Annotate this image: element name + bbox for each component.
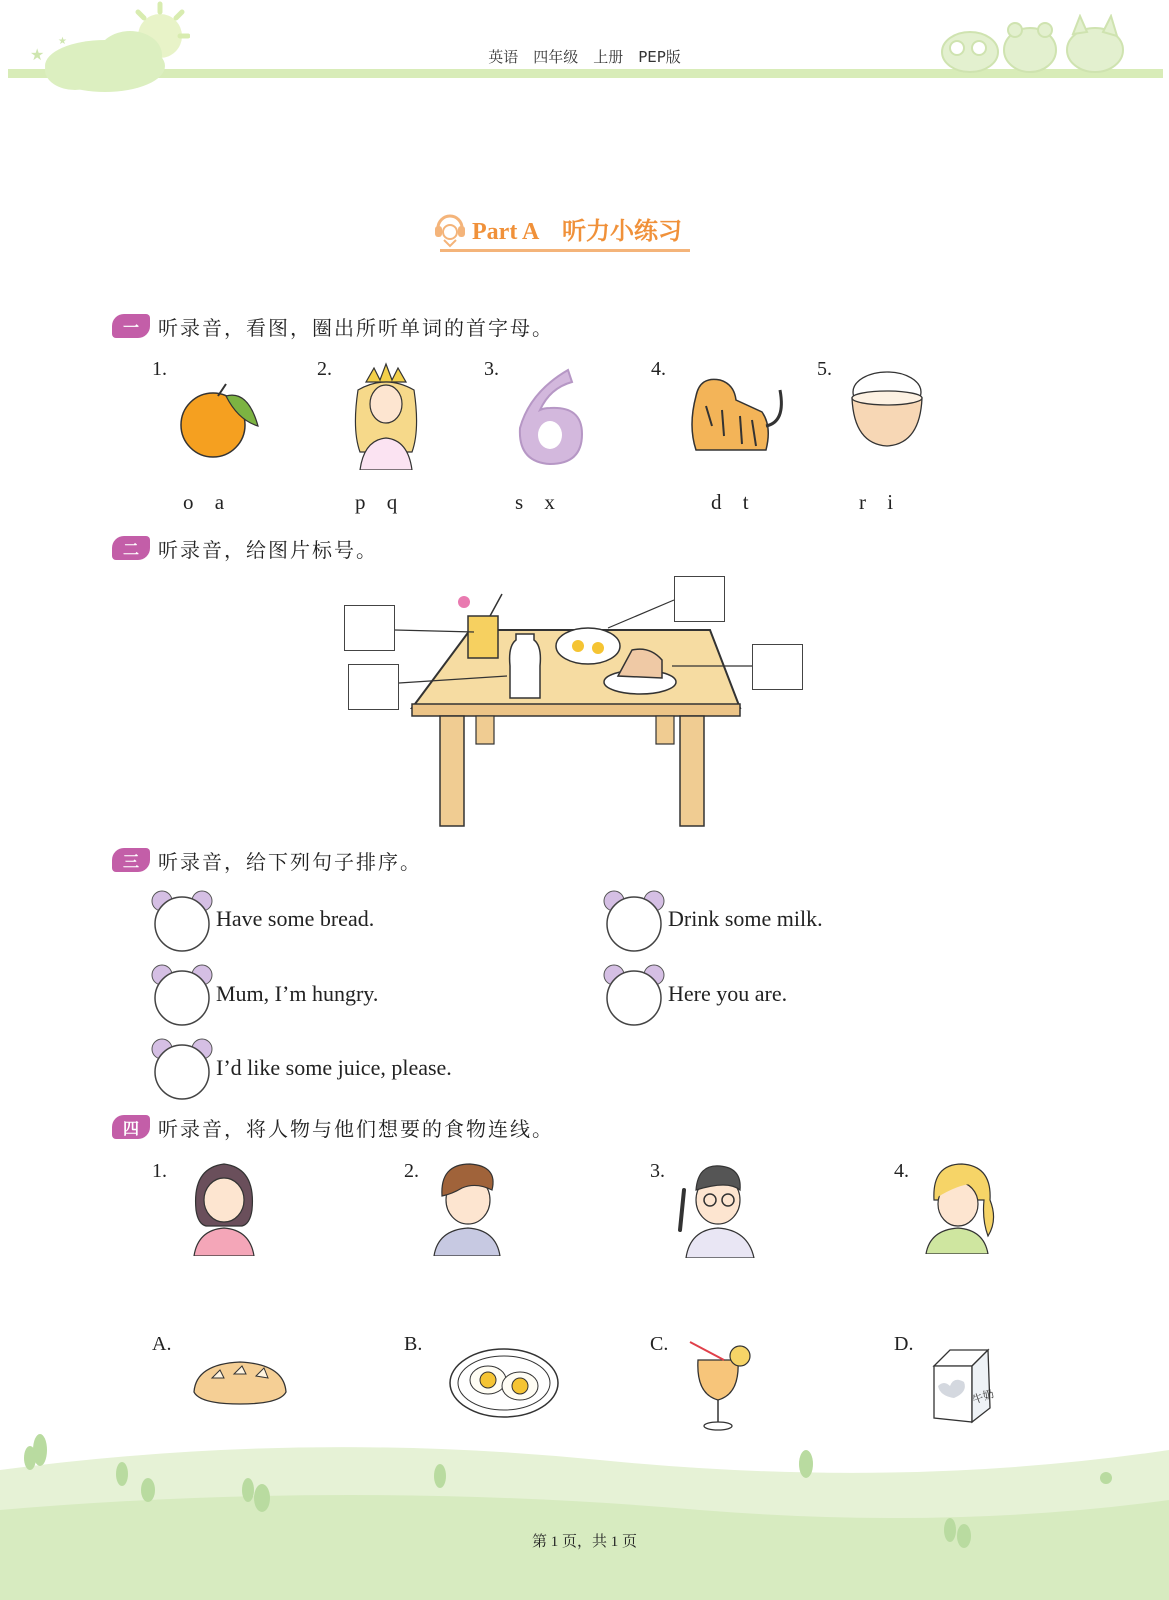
footer-page-number: 第 1 页，共 1 页 <box>531 1534 637 1550</box>
six-icon <box>510 362 590 470</box>
part-title <box>440 212 682 252</box>
boy-2-icon[interactable] <box>672 1160 766 1258</box>
boy-1-icon[interactable] <box>432 1160 502 1256</box>
svg-text:★: ★ <box>30 45 45 64</box>
sentence-4: Here you are. <box>668 981 788 1006</box>
sentence-3: Mum, I’m hungry. <box>216 981 379 1006</box>
sentence-1: Have some bread. <box>216 906 375 931</box>
q1-item-4-letters: d t <box>711 490 749 514</box>
eggs-icon[interactable] <box>448 1346 560 1420</box>
label-box-milk[interactable] <box>348 664 399 710</box>
section-1-header <box>112 311 554 341</box>
q1-item-2-number: 2. <box>317 358 332 380</box>
orange-icon <box>178 380 264 460</box>
q1-item-4-number: 4. <box>651 358 666 380</box>
svg-text:★: ★ <box>58 36 67 47</box>
order-circle-5[interactable] <box>150 1037 214 1101</box>
section-1-badge: 一 <box>112 314 150 338</box>
tiger-icon <box>676 366 791 456</box>
section-3-header <box>112 845 422 875</box>
section-2-badge: 二 <box>112 536 150 560</box>
section-2-header <box>112 533 378 563</box>
part-title-underline <box>440 249 690 252</box>
girl-2-icon[interactable] <box>922 1160 998 1254</box>
section-2-instruction: 听录音，给图片标号。 <box>158 537 378 562</box>
order-circle-1[interactable] <box>150 889 214 953</box>
bread-icon[interactable] <box>190 1356 290 1408</box>
person-2-number: 2. <box>404 1160 419 1182</box>
section-4-header <box>112 1112 554 1142</box>
q1-item-1-letters: o a <box>183 490 225 514</box>
juice-icon[interactable] <box>682 1338 754 1432</box>
food-b-label: B. <box>404 1333 423 1355</box>
eggs-plate-icon <box>556 628 620 664</box>
milk-carton-text: 牛奶 <box>970 1387 996 1407</box>
label-box-eggs[interactable] <box>674 576 725 622</box>
section-4-instruction: 听录音，将人物与他们想要的食物连线。 <box>158 1116 554 1141</box>
order-circle-2[interactable] <box>602 889 666 953</box>
q1-item-5-letters: r i <box>859 490 894 514</box>
section-1-instruction: 听录音，看图，圈出所听单词的首字母。 <box>158 315 554 340</box>
order-circle-3[interactable] <box>150 963 214 1027</box>
rice-icon <box>848 366 926 450</box>
food-c-label: C. <box>650 1333 669 1355</box>
princess-icon <box>346 360 426 470</box>
person-1-number: 1. <box>152 1160 167 1182</box>
header-title: 英语 四年级 上册 PEP版 <box>488 48 681 66</box>
section-3-instruction: 听录音，给下列句子排序。 <box>158 849 422 874</box>
q1-item-5-number: 5. <box>817 358 832 380</box>
food-a-label: A. <box>152 1333 172 1355</box>
milk-bottle-icon <box>510 634 541 698</box>
label-box-juice[interactable] <box>344 605 395 651</box>
q1-item-3-number: 3. <box>484 358 499 380</box>
label-box-bread[interactable] <box>752 644 803 690</box>
q1-item-1-number: 1. <box>152 358 167 380</box>
food-d-label: D. <box>894 1333 914 1355</box>
section-3-badge: 三 <box>112 848 150 872</box>
order-circle-4[interactable] <box>602 963 666 1027</box>
part-title-text: Part A 听力小练习 <box>472 219 682 245</box>
section-4-badge: 四 <box>112 1115 150 1139</box>
sentence-2: Drink some milk. <box>668 906 823 931</box>
table-with-food-illustration <box>400 590 760 840</box>
person-3-number: 3. <box>650 1160 665 1182</box>
q1-item-3-letters: s x <box>515 490 555 514</box>
girl-1-icon[interactable] <box>190 1160 258 1256</box>
person-4-number: 4. <box>894 1160 909 1182</box>
q1-item-2-letters: p q <box>355 490 398 514</box>
grass-hills-decoration <box>0 1430 1169 1600</box>
sentence-5: I’d like some juice, please. <box>216 1055 452 1080</box>
milk-carton-icon[interactable] <box>924 1346 998 1424</box>
